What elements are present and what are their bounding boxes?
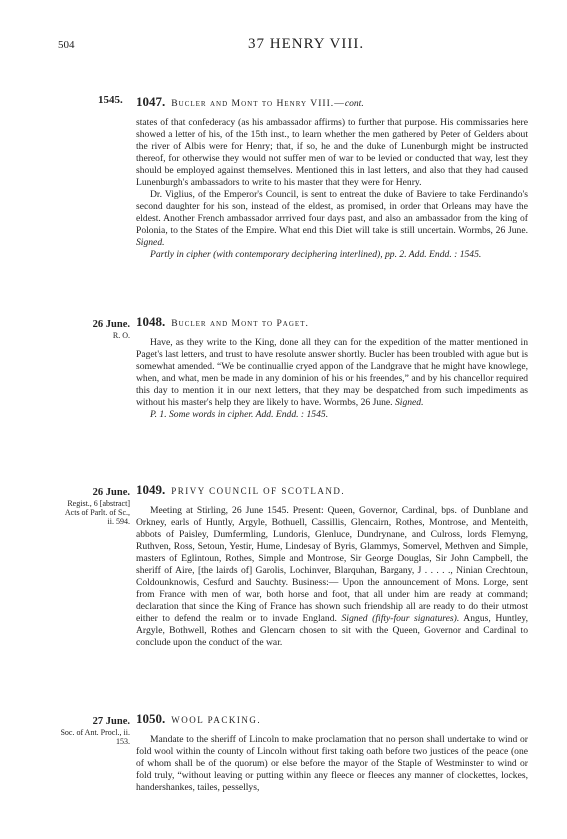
entry-1050 [136,713,528,794]
entry-date: 27 June. [92,716,130,727]
continued-marker: cont. [344,98,364,109]
entry-source: Regist., 6 [abstract] Acts of Parlt. of Sc., ii. 594. [64,499,130,526]
running-title: 37 HENRY VIII. [248,36,365,52]
entry-heading [136,713,528,727]
margin-note-1048 [58,318,130,340]
entry-title: Bucler and Mont to Paget. [171,318,309,329]
running-head [58,36,528,56]
entry-title: Bucler and Mont to Henry VIII.— [171,98,345,109]
signed-text: Signed. [136,237,165,248]
entry-title: PRIVY COUNCIL OF SCOTLAND. [171,486,346,496]
entry-paragraph: Have, as they write to the King, done all they can for the expedition of the matter mentioned in Paget's last letters, and trust to have resolute answer shortly. Bucler has been troubled with ague but is somewhat amended. “We be continuallie cryed appon of the Landgrave that he might have knowlege, when, and what, men be made in any dominion of his or his freendes,” and by his chancellor required this day to mention it in our next letters, that they may be despatched from such impediments as without his master's help they are likely to have. Wormbs, 26 June. Signed. [136,337,528,408]
entry-heading [136,316,528,330]
entry-note: Partly in cipher (with contemporary deciphering interlined), pp. 2. Add. Endd. : 1545. [150,249,482,260]
entry-date: 26 June. [92,319,130,330]
entry-paragraph: Meeting at Stirling, 26 June 1545. Present: Queen, Governor, Cardinal, bps. of Dunblane and Orkney, earls of Huntly, Argyle, Bothuell, Cassillis, Glencairn, Rothes, Montrose, and Menteith, abbots of Paisley, Dumfermling, Lundoris, Glenluce, Dundrynane, and Culross, lords Flemyng, Ruthven, Ross, Setoun, Yestir, Hume, Lindesay of Byris, Glammys, Somervel, Methven and Simple, masters of Eglintoun, Rothes, Simple and Montrose, Sir George Douglas, Sir John Campbell, the sheriff of Aire, [the lairds of] Garolis, Lochinver, Blarquhan, Bargany, J . . . . ., Ninian Crechtoun, Coldounknowis, Cesfurd and Sauchty. Business:— Upon the announcement of Mons. Lorge, sent from France with men of war, both horse and foot, that all under him are ready at command; declaration that since the King of France has shown such friendship all are ready to do their utmost either to defend the realm or to invade England. Signed (fifty-four signatures). Angus, Huntley, Argyle, Bothwell, Rothes and Glencarn chosen to sit with the Queen, Governor and Cardinal to conclude upon the conduct of the war. [136,505,528,648]
margin-note-1050 [58,715,130,746]
signed-text: Signed. [394,397,424,408]
entry-heading [136,96,528,110]
signed-text: Signed (fifty-four signatures). [341,613,460,624]
entry-1047 [136,96,528,261]
entry-number: 1048. [136,314,166,329]
entry-1049 [136,484,528,649]
margin-note-1049 [58,486,130,526]
entry-number: 1050. [136,711,166,726]
page-number: 504 [58,39,75,51]
entry-number: 1049. [136,482,166,497]
entry-number: 1047. [136,94,166,109]
entry-note: P. 1. Some words in cipher. Add. Endd. : 1545. [150,409,329,420]
entry-source: R. O. [112,331,130,340]
entry-source: Soc. of Ant. Procl., ii. 153. [60,728,130,746]
year-label: 1545. [98,94,123,106]
entry-paragraph: Mandate to the sheriff of Lincoln to make proclamation that no person shall undertake to wind or fold wool within the county of Lincoln without first taking oath before two justices of the peace (one of whom shall be of the quorum) or else before the mayor of the Staple of Westminster to wind or fold truly, “without leaving or putting within any fleece or fleeces any manner of clockettes, lockes, handershankes, tailes, pessellys, [136,734,528,793]
entry-heading [136,484,528,498]
entry-title: WOOL PACKING. [171,715,262,725]
entry-1048 [136,316,528,421]
entry-paragraph: states of that confederacy (as his ambassador affirms) to further that purpose. His commissaries here showed a letter of his, of the 15th inst., to learn whether the men gathered by Peter of Gelders about the river of Albis were for Henry; that, if so, he and the duke of Lunenburgh might be instructed thereof, for otherwise they would not suffer men of war to be levied or conducted that way, lest they should be employed against themselves. Mentioned this in last letters, and also that they had caused Lunenburgh's ambassadors to write to his master that they were for Henry. [136,117,528,188]
entry-date: 26 June. [92,487,130,498]
entry-paragraph: Dr. Viglius, of the Emperor's Council, is sent to entreat the duke of Baviere to take Ferdinando's second daughter for his son, instead of the eldest, as promised, in order that Orleans may have the eldest. Another French ambassador arrrived four days past, and also an ambassador from the king of Polonia, to the States of the Empire. What end this Diet will take is still uncertain. Wormbs, 26 June. Signed. [136,189,528,248]
